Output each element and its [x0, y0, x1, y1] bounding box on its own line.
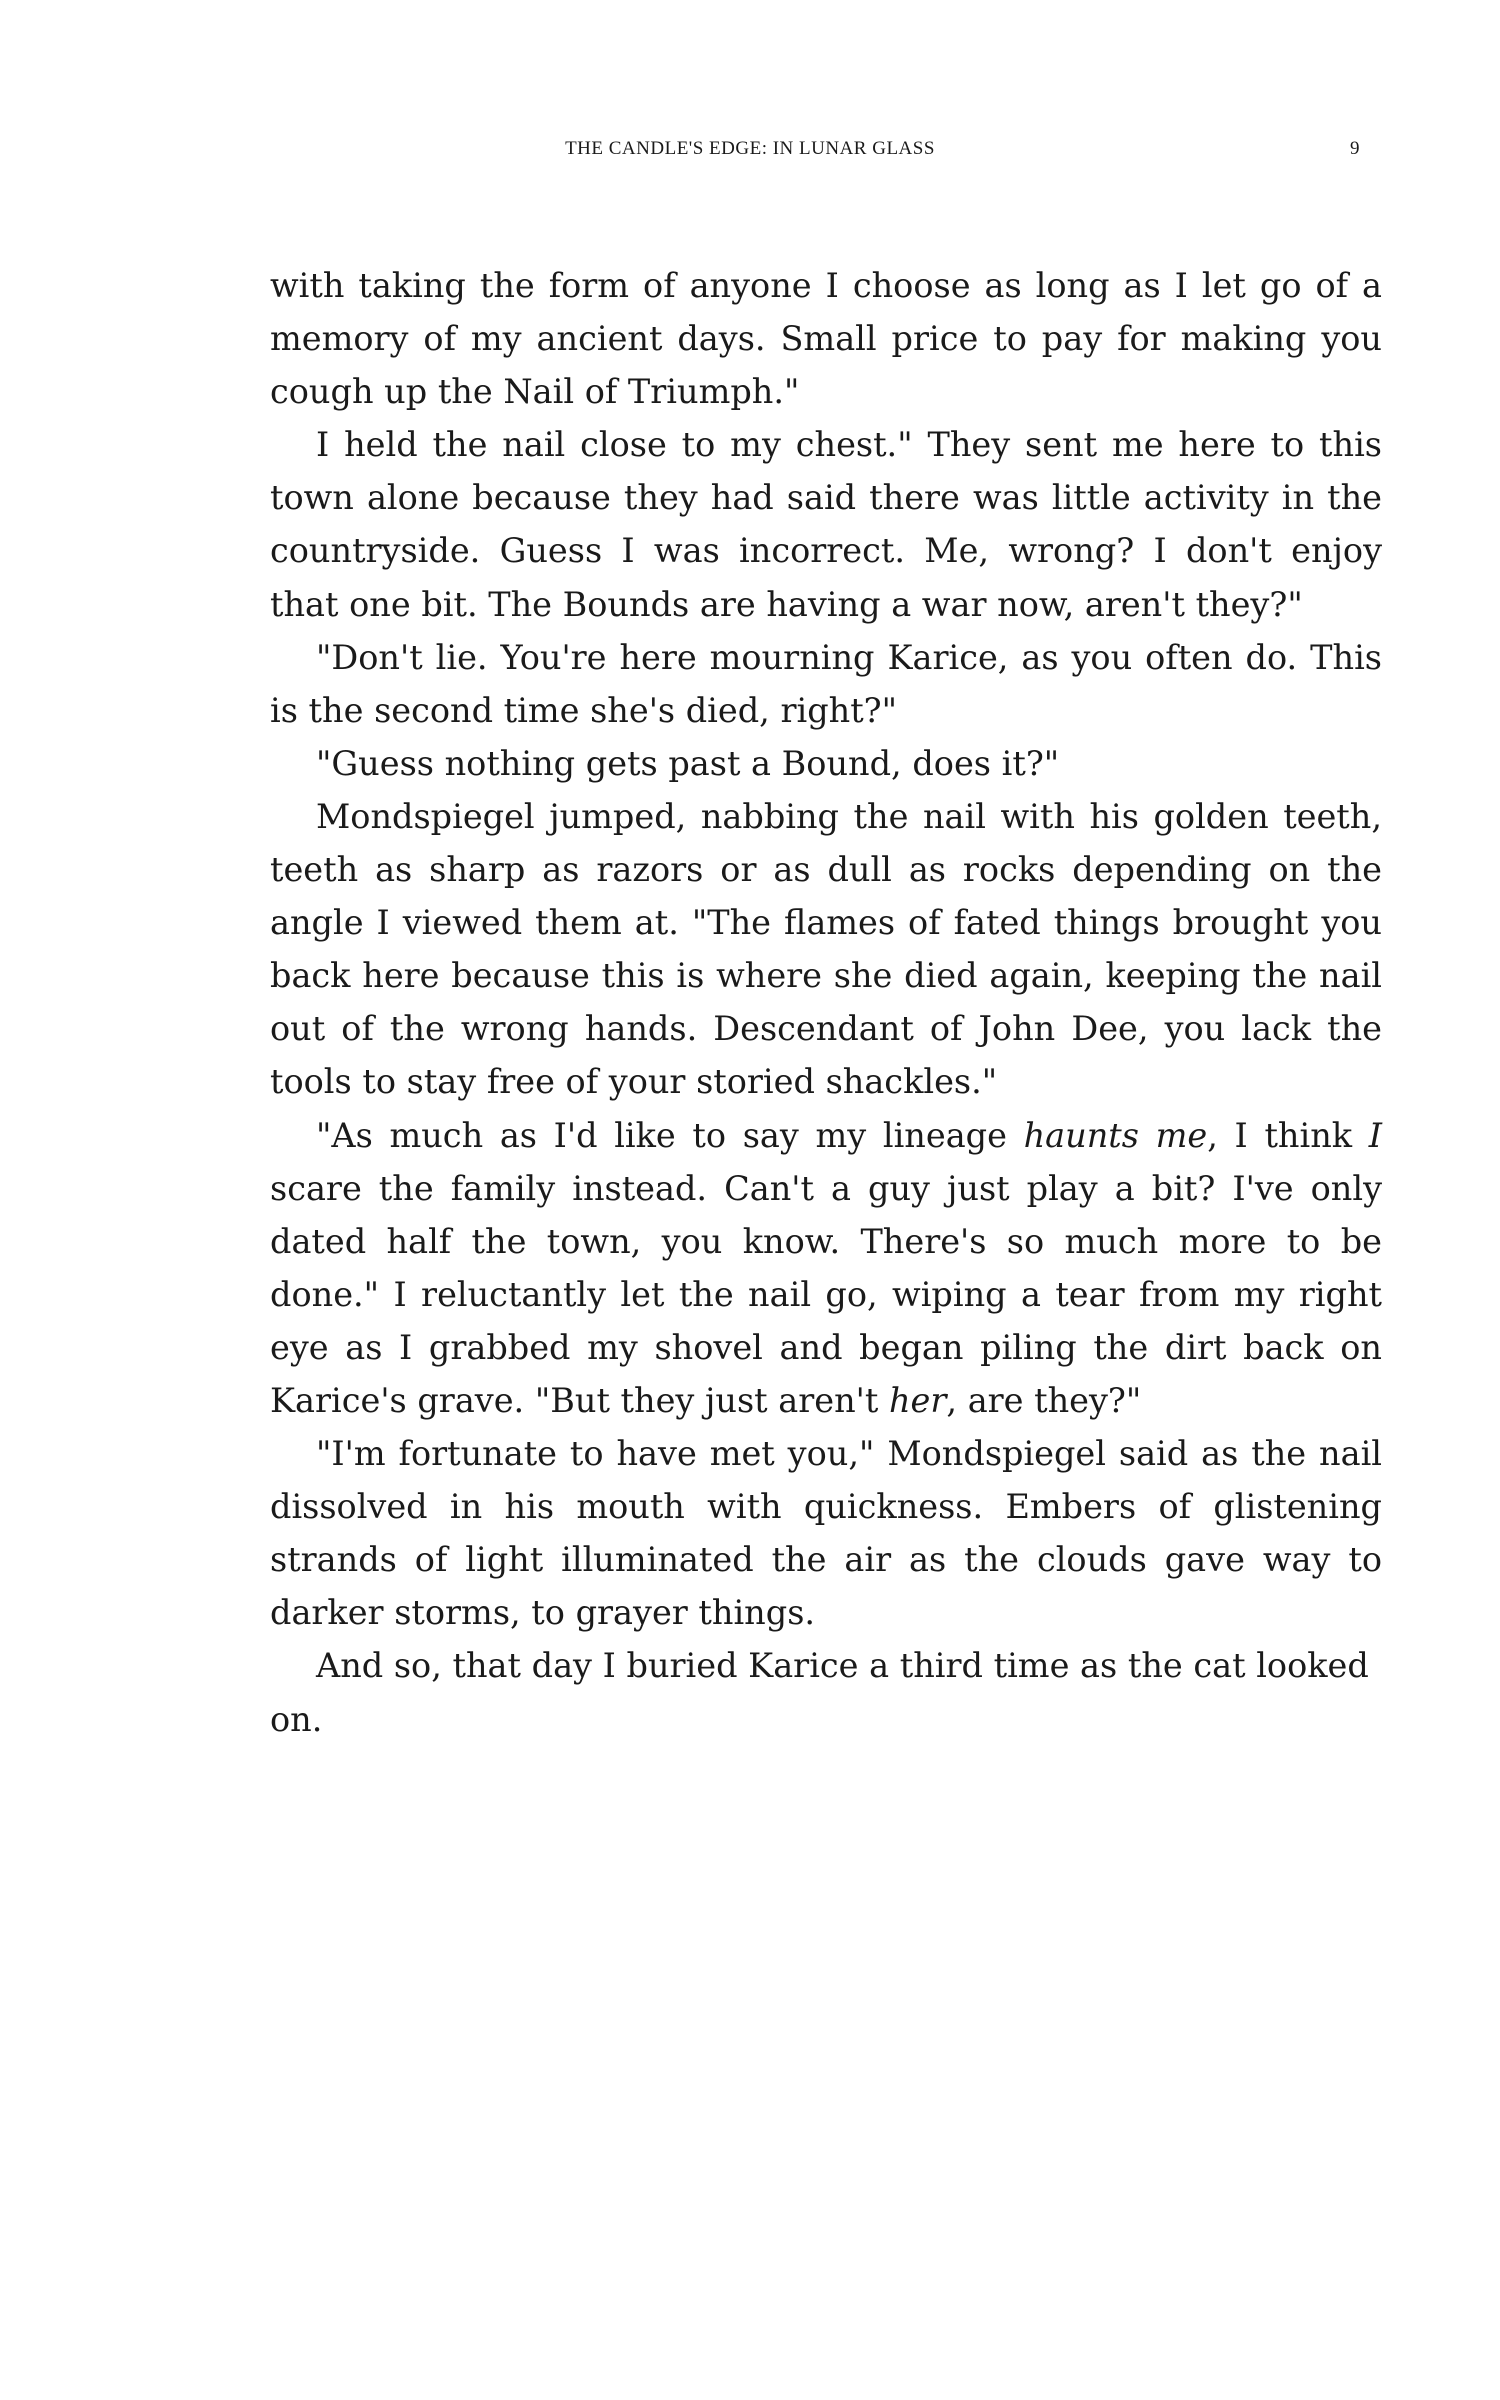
paragraph — [270, 737, 1382, 790]
text-segment: And so, that day I buried Karice a third time as the cat looked on. — [270, 1646, 1369, 1739]
running-head — [0, 134, 1500, 164]
text-segment: I held the nail close to my chest." They sent me here to this town alone because they had said there was little activity in the countryside. Guess I was incorrect. Me, wrong? I don't enjoy that one bit. The Bounds are having a war now, aren't they?" — [270, 425, 1382, 624]
text-segment: "Guess nothing gets past a Bound, does it?" — [316, 743, 1060, 783]
italic-segment: I — [1368, 1115, 1382, 1155]
text-segment: , are they?" — [946, 1380, 1142, 1420]
text-segment: with taking the form of anyone I choose as long as I let go of a memory of my ancient days. Small price to pay for making you cough up the Nail of Triumph." — [270, 266, 1382, 412]
text-segment: Mondspiegel jumped, nabbing the nail with his golden teeth, teeth as sharp as razors or as dull as rocks depending on the angle I viewed them at. "The flames of fated things brought you back here because this is where she died again, keeping the nail out of the wrong hands. Descendant of John Dee, you lack the tools to stay free of your storied shackles." — [270, 796, 1382, 1102]
page-number: 9 — [1350, 138, 1360, 159]
paragraph — [270, 1427, 1382, 1639]
text-segment: , I think — [1207, 1115, 1369, 1155]
italic-segment: her — [888, 1380, 947, 1420]
body-text — [270, 259, 1382, 1746]
paragraph — [270, 418, 1382, 630]
paragraph — [270, 1639, 1382, 1745]
paragraph — [270, 790, 1382, 1109]
running-title: THE CANDLE'S EDGE: IN LUNAR GLASS — [565, 138, 935, 159]
italic-segment: haunts me — [1023, 1115, 1208, 1155]
paragraph — [270, 631, 1382, 737]
paragraph — [270, 1109, 1382, 1428]
text-segment: scare the family instead. Can't a guy just play a bit? I've only dated half the town, you know. There's so much more to be done." I reluctantly let the nail go, wiping a tear from my right eye as I grabbed my shovel and began piling the dirt back on Karice's grave. "But they just aren't — [270, 1168, 1382, 1420]
text-segment: "Don't lie. You're here mourning Karice, as you often do. This is the second time she's died, right?" — [270, 637, 1382, 730]
paragraph — [270, 259, 1382, 418]
text-segment: "As much as I'd like to say my lineage — [316, 1115, 1024, 1155]
text-segment: "I'm fortunate to have met you," Mondspiegel said as the nail dissolved in his mouth with quickness. Embers of glistening strands of light illuminated the air as the clouds gave way to darker storms, to grayer things. — [270, 1434, 1382, 1633]
